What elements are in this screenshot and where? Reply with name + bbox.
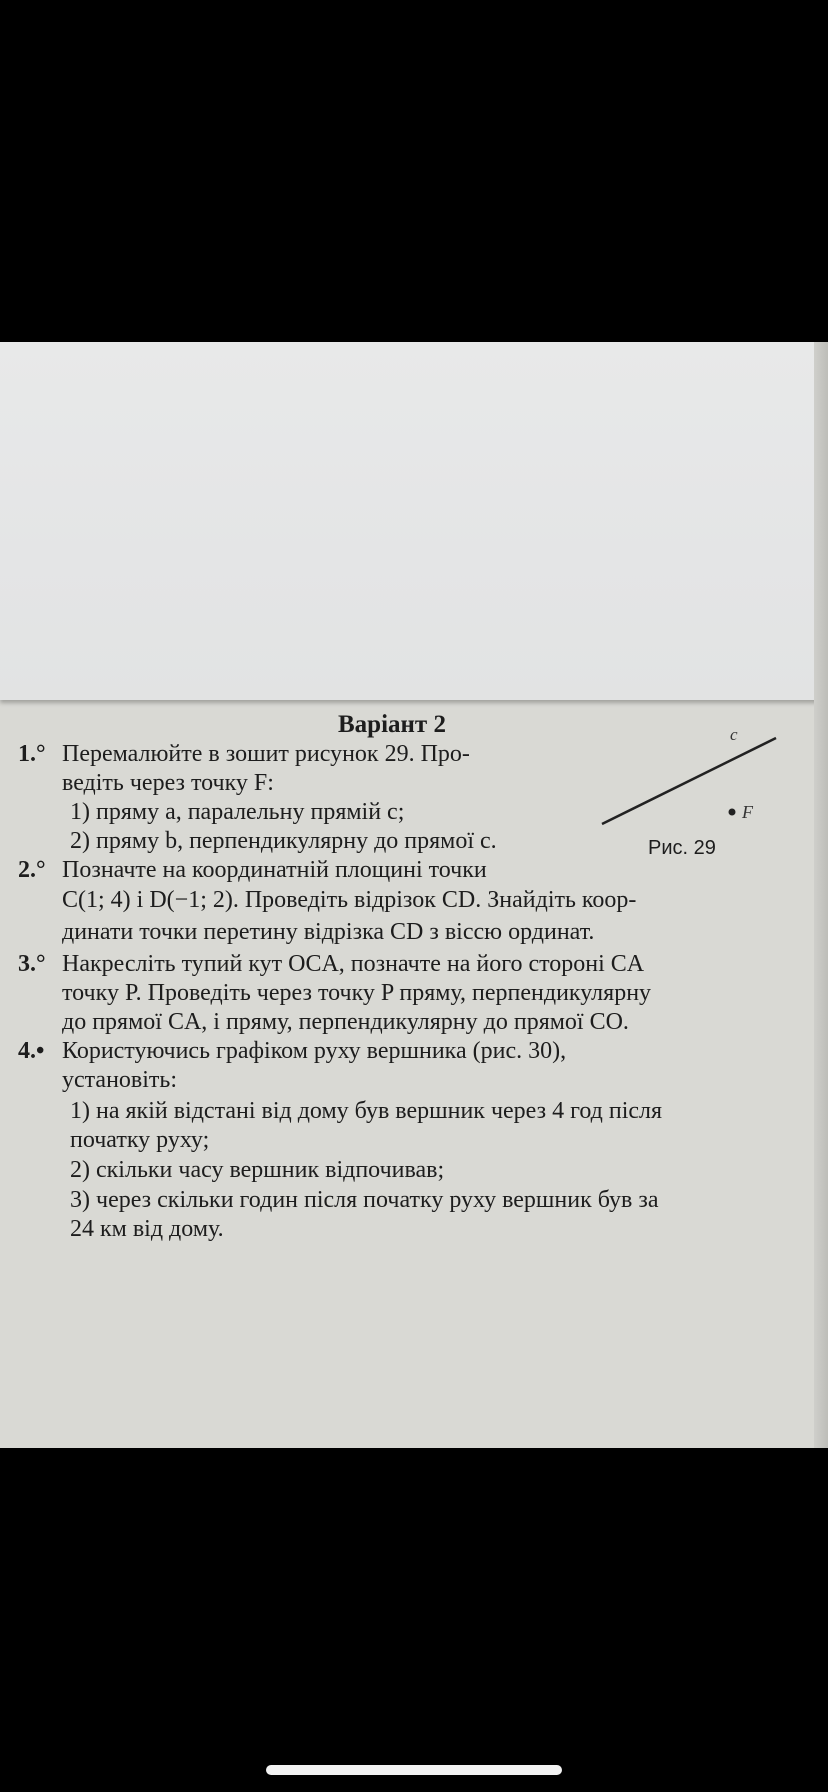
- task-number: 4.•: [18, 1038, 45, 1064]
- figure-29: [600, 730, 810, 840]
- task-line: Користуючись графіком руху вершника (рис. 30),: [62, 1038, 567, 1064]
- task-line: Перемалюйте в зошит рисунок 29. Про-: [62, 741, 470, 767]
- task-4: [18, 1037, 566, 1066]
- task-line: ведіть через точку F:: [62, 770, 274, 796]
- home-indicator[interactable]: [266, 1765, 562, 1775]
- line-c-label: c: [730, 730, 738, 744]
- blank-sheet: [0, 342, 828, 700]
- task-line: початку руху;: [70, 1127, 210, 1153]
- figure-caption: Рис. 29: [648, 837, 716, 859]
- task-line: 2) пряму b, перпендикулярну до прямої c.: [70, 828, 497, 854]
- task-line: установіть:: [62, 1067, 178, 1093]
- task-line: 24 км від дому.: [70, 1216, 224, 1242]
- task-line: 1) на якій відстані від дому був вершник через 4 год після: [70, 1098, 663, 1124]
- task-number: 3.°: [18, 951, 46, 977]
- task-3: [18, 950, 644, 979]
- task-line: точку P. Проведіть через точку P пряму, перпендикулярну: [62, 980, 652, 1006]
- photo: [0, 342, 828, 1448]
- point-f: [729, 809, 736, 816]
- task-line: до прямої CA, і пряму, перпендикулярну до прямої CO.: [62, 1009, 629, 1035]
- page-edge: [814, 342, 828, 1448]
- task-line: Позначте на координатній площині точки: [62, 857, 487, 883]
- task-number: 2.°: [18, 857, 46, 883]
- task-2: [18, 856, 487, 885]
- task-line: 2) скільки часу вершник відпочивав;: [70, 1157, 445, 1183]
- task-line: 3) через скільки годин після початку руху вершник був за: [70, 1187, 659, 1213]
- task-line: Накресліть тупий кут OCA, позначте на його стороні CA: [62, 951, 645, 977]
- task-1: [18, 740, 470, 769]
- task-line: C(1; 4) і D(−1; 2). Проведіть відрізок CD. Знайдіть коор-: [62, 887, 637, 913]
- task-line: 1) пряму a, паралельну прямій c;: [70, 799, 405, 825]
- point-f-label: F: [742, 802, 753, 822]
- task-number: 1.°: [18, 741, 46, 767]
- variant-title: Варіант 2: [338, 711, 446, 738]
- task-line: динати точки перетину відрізка CD з віссю ординат.: [62, 919, 595, 945]
